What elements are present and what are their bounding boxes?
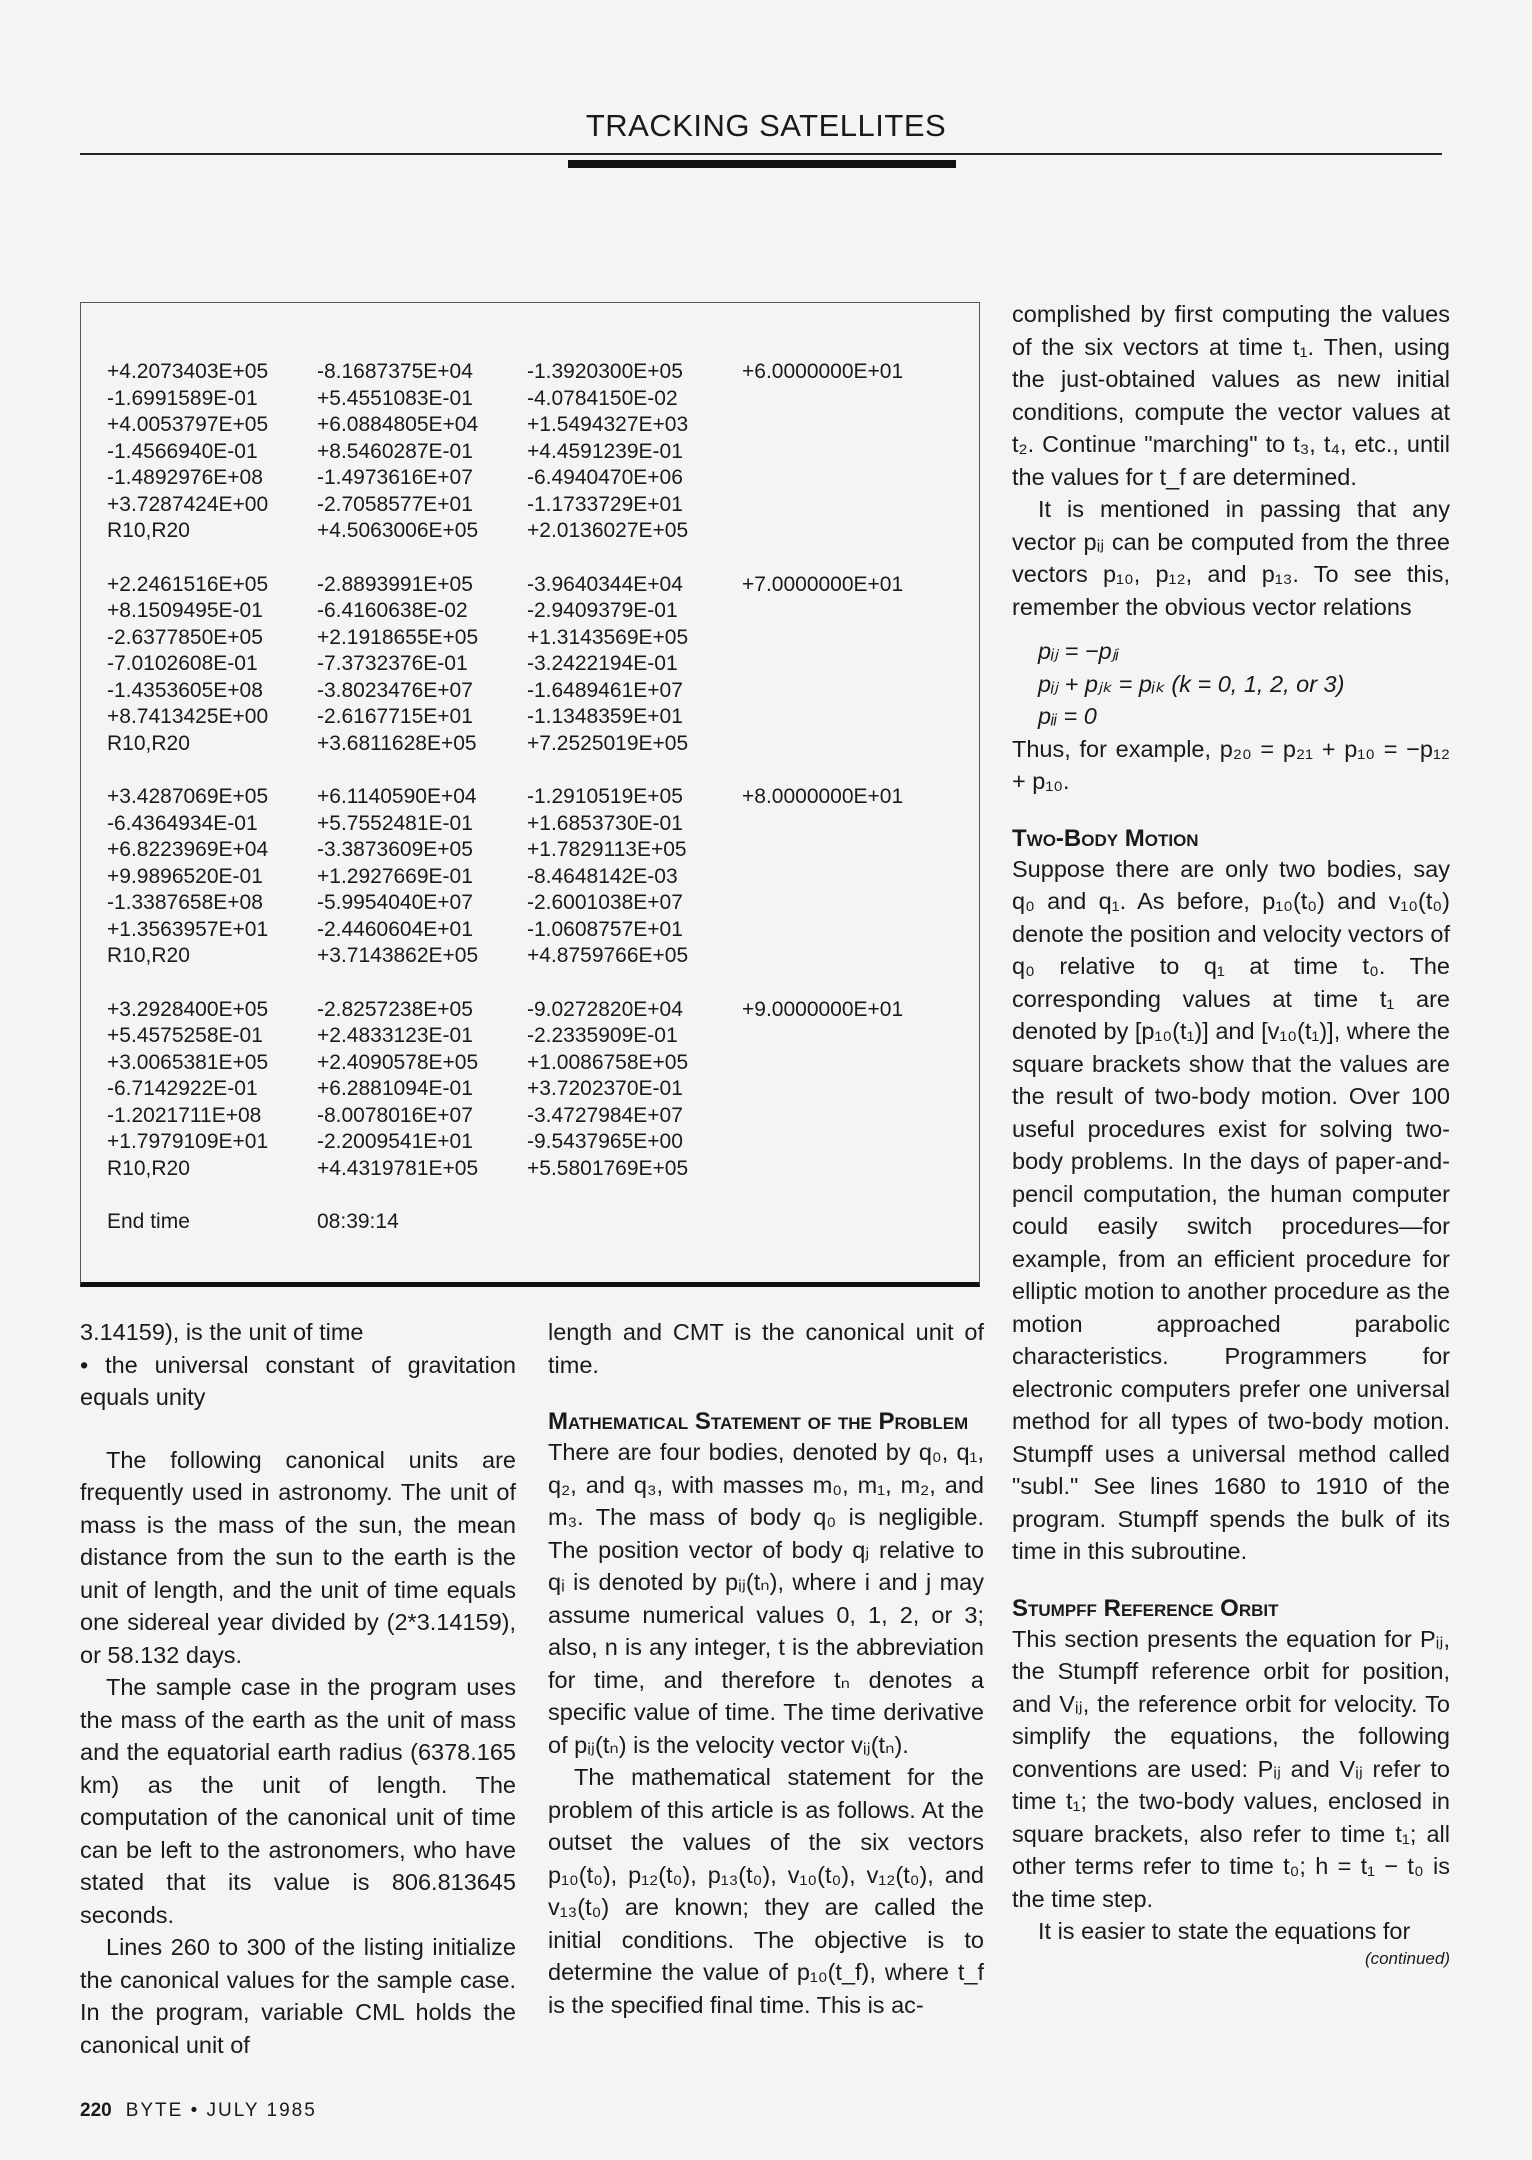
continued-note: (continued) [1364,1948,1450,1968]
table-cell [742,837,952,864]
table-cell: +9.0000000E+01 [742,997,904,1021]
page-number: 220 [80,2100,112,2121]
table-cell: +1.7979109E+01 [107,1130,269,1153]
table-cell: +4.5063006E+05 [317,519,479,542]
table-cell [742,1023,952,1050]
output-block [107,572,952,758]
table-cell: -1.4973616E+07 [317,466,473,489]
table-cell: +6.2881094E-01 [317,1077,473,1100]
paragraph: The mathematical statement for the problem of this article is as follows. At the outset the values of the six vectors p₁₀(t₀), p₁₂(t₀), p₁₃(t₀), v₁₀(t₀), v₁₂(t₀), and v₁₃(t₀) are known; they are called the initial conditions. The objective is to determine the value of p₁₀(t_f), where t_f is the specified final time. This is ac- [548,1764,984,2018]
table-cell: -1.2021711E+08 [107,1103,262,1127]
publication-info: BYTE • JULY 1985 [125,2100,317,2121]
table-cell: -6.4160638E-02 [317,599,468,622]
table-cell: +2.4090578E+05 [317,1050,479,1074]
header-bar [568,160,956,168]
table-cell: +3.6811628E+05 [317,731,477,755]
table-cell: -3.4727984E+07 [527,1103,683,1127]
output-table [107,359,952,1236]
table-row [107,598,952,625]
table-cell: +1.2927669E-01 [317,864,473,888]
end-time-value: 08:39:14 [317,1210,399,1233]
table-cell: -2.7058577E+01 [317,492,473,516]
table-cell: +5.4551083E-01 [317,386,473,410]
text-column-left [80,1316,516,2061]
table-cell: -3.2422194E-01 [527,652,678,675]
page-footer [80,2100,317,2122]
text-column-right [1012,298,1450,1970]
table-row [107,704,952,731]
table-cell: +4.4591239E-01 [527,439,683,463]
table-row [107,943,952,970]
table-cell [742,917,952,944]
paragraph: length and CMT is the canonical unit of time. [548,1319,984,1378]
equation: pᵢⱼ = −pⱼᵢ [1038,638,1119,664]
bullet-item: • the universal constant of gravitation equals unity [80,1351,516,1410]
end-time-label: End time [107,1210,190,1233]
table-cell: +1.3143569E+05 [527,625,689,649]
table-row [107,917,952,944]
table-cell: +5.4575258E-01 [107,1024,263,1047]
table-cell: +1.7829113E+05 [527,838,687,861]
table-cell [742,439,952,466]
table-row [107,359,952,386]
table-row [107,837,952,864]
table-cell: +6.8223969E+04 [107,838,269,861]
table-row [107,1103,952,1130]
table-cell: +5.7552481E-01 [317,811,473,835]
table-row [107,1023,952,1050]
table-cell: +4.2073403E+05 [107,360,269,383]
table-cell: -2.4460604E+01 [317,917,473,941]
table-cell: +6.1140590E+04 [317,785,477,808]
equation: pᵢᵢ = 0 [1038,703,1097,729]
table-cell: +3.7143862E+05 [317,944,479,967]
table-cell: -8.1687375E+04 [317,360,473,383]
table-cell: -1.0608757E+01 [527,917,683,941]
table-cell: -1.2910519E+05 [527,785,683,808]
program-output-listing [80,302,980,1287]
table-cell: -1.4353605E+08 [107,678,263,702]
equation: pᵢⱼ + pⱼₖ = pᵢₖ (k = 0, 1, 2, or 3) [1038,670,1345,697]
table-cell: +1.6853730E-01 [527,811,683,835]
table-cell: +6.0000000E+01 [742,360,904,383]
table-cell: +7.2525019E+05 [527,731,689,755]
table-cell: +2.2461516E+05 [107,572,269,596]
table-cell: -3.3873609E+05 [317,838,473,861]
header-rule [80,153,1442,155]
table-cell [742,598,952,625]
table-cell: -1.1733729E+01 [527,492,683,516]
table-cell: +2.1918655E+05 [317,625,479,649]
table-cell: +4.0053797E+05 [107,413,269,436]
table-cell: +3.7287424E+00 [107,492,269,516]
table-cell: +7.0000000E+01 [742,572,904,596]
table-cell: +4.4319781E+05 [317,1156,479,1180]
output-block [107,997,952,1183]
paragraph: Lines 260 to 300 of the listing initialize the canonical values for the sample case. In the program, variable CML holds the canonical unit of [80,1934,516,2058]
table-row [107,625,952,652]
output-block [107,784,952,970]
table-cell: +3.0065381E+05 [107,1050,269,1074]
table-cell: -7.0102608E-01 [107,652,258,675]
paragraph: Suppose there are only two bodies, say q₀ and q₁. As before, p₁₀(t₀) and v₁₀(t₀) denote the position and velocity vectors of q₀ relative to q₁ at time t₀. The corresponding values at time t₁ are denoted by [p₁₀(t₁)] and [v₁₀(t₁)], where the square brackets show that the values are the result of two-body motion. Over 100 useful procedures exist for solving two-body problems. In the days of paper-and-pencil computation, the human computer could easily switch procedures—for example, from an efficient procedure for elliptic motion to another procedure as the motion approached parabolic characteristics. Programmers for electronic computers prefer one universal method for all types of two-body motion. Stumpff uses a universal method called "subl." See lines 1680 to 1910 of the program. Stumpff spends the bulk of its time in this subroutine. [1012,855,1450,1564]
table-cell [742,704,952,731]
table-cell: -6.4940470E+06 [527,466,683,489]
table-cell: +1.0086758E+05 [527,1050,689,1074]
table-cell: +3.2928400E+05 [107,997,269,1021]
table-cell: -9.0272820E+04 [527,997,683,1021]
table-cell: +1.3563957E+01 [107,917,269,941]
table-cell: -2.6377850E+05 [107,625,263,649]
table-cell: +8.5460287E-01 [317,439,473,463]
table-cell: R10,R20 [107,731,190,755]
table-row [107,1050,952,1077]
table-cell [742,1103,952,1130]
table-cell [742,943,952,970]
table-row [107,518,952,545]
table-cell [742,1129,952,1156]
table-row [107,890,952,917]
table-cell: +8.0000000E+01 [742,785,904,808]
table-cell [742,1156,952,1183]
table-cell: -1.6991589E-01 [107,386,258,410]
table-row [107,386,952,413]
table-cell [742,678,952,705]
table-cell [742,492,952,519]
table-cell: R10,R20 [107,519,190,542]
table-cell: +8.7413425E+00 [107,705,269,728]
table-cell: -1.1348359E+01 [527,705,683,728]
table-cell: -2.2335909E-01 [527,1024,678,1047]
table-row [107,784,952,811]
paragraph: The following canonical units are frequently used in astronomy. The unit of mass is the mass of the sun, the mean distance from the sun to the earth is the unit of length, and the unit of time equals one sidereal year divided by (2*3.14159), or 58.132 days. [80,1446,516,1668]
table-cell: -4.0784150E-02 [527,386,678,410]
table-row [107,1076,952,1103]
table-cell: -2.6167715E+01 [317,705,473,728]
table-row [107,811,952,838]
table-cell [742,386,952,413]
paragraph: This section presents the equation for Pᵢⱼ, the Stumpff reference orbit for position, and Vᵢⱼ, the reference orbit for velocity. To simplify the equations, the following conventions are used: Pᵢⱼ and Vᵢⱼ refer to time t₁; the two-body values, enclosed in square brackets, also refer to time t₁; all other terms refer to time t₀; h = t₁ − t₀ is the time step. [1012,1625,1450,1912]
end-time-row [107,1209,952,1236]
table-cell: +4.8759766E+05 [527,944,689,967]
table-row [107,997,952,1024]
section-heading: Mathematical Statement of the Problem [548,1408,969,1435]
table-row [107,864,952,891]
table-cell [742,412,952,439]
table-row [107,465,952,492]
table-cell: +6.0884805E+04 [317,413,479,436]
table-cell: -8.4648142E-03 [527,864,678,888]
table-cell: -2.8257238E+05 [317,997,473,1021]
table-cell: +9.9896520E-01 [107,864,263,888]
running-header: TRACKING SATELLITES [585,108,947,143]
output-block [107,359,952,545]
table-row [107,731,952,758]
table-cell: -3.8023476E+07 [317,678,473,702]
paragraph: complished by first computing the values of the six vectors at time t₁. Then, using the just-obtained values as new initial conditions, compute the vector values at t₂. Continue "marching" to t₃, t₄, etc., until the values for t_f are determined. [1012,301,1450,490]
text-column-middle [548,1316,984,2021]
table-cell: -1.3387658E+08 [107,891,263,914]
table-cell: -1.4566940E-01 [107,439,258,463]
table-cell [742,465,952,492]
table-cell: +1.5494327E+03 [527,413,689,436]
table-cell: +8.1509495E-01 [107,599,263,622]
table-row [107,492,952,519]
paragraph: It is mentioned in passing that any vector pᵢⱼ can be computed from the three vectors p₁₀, p₁₂, and p₁₃. To see this, remember the obvious vector relations [1012,496,1450,620]
table-cell [742,1050,952,1077]
table-cell: +5.5801769E+05 [527,1156,689,1180]
paragraph: The sample case in the program uses the mass of the earth as the unit of mass and the equatorial earth radius (6378.165 km) as the unit of length. The computation of the canonical unit of time can be left to the astronomers, who have stated that its value is 806.813645 seconds. [80,1674,516,1928]
table-row [107,1156,952,1183]
table-cell: R10,R20 [107,944,190,967]
section-heading: Two-Body Motion [1012,824,1199,852]
table-cell: -2.6001038E+07 [527,891,683,914]
table-row [107,572,952,599]
table-row [107,1129,952,1156]
table-cell: -2.9409379E-01 [527,599,678,622]
section-heading: Stumpff Reference Orbit [1012,1594,1279,1622]
table-cell: -6.4364934E-01 [107,811,258,835]
table-cell [742,811,952,838]
paragraph: 3.14159), is the unit of time [80,1319,364,1345]
table-cell: -2.2009541E+01 [317,1130,473,1153]
table-cell: -6.7142922E-01 [107,1077,258,1100]
table-cell: -5.9954040E+07 [317,891,473,914]
table-cell: +3.4287069E+05 [107,785,269,808]
table-cell: +3.7202370E-01 [527,1077,683,1100]
table-row [107,439,952,466]
table-cell: -1.3920300E+05 [527,360,683,383]
table-cell: -9.5437965E+00 [527,1130,683,1153]
table-cell [742,864,952,891]
paragraph: Thus, for example, p₂₀ = p₂₁ + p₁₀ = −p₁₂ + p₁₀. [1012,735,1450,794]
table-cell [742,518,952,545]
table-cell: -1.4892976E+08 [107,466,263,489]
table-cell [742,890,952,917]
table-cell: +2.4833123E-01 [317,1024,473,1047]
table-cell: +2.0136027E+05 [527,519,689,542]
table-cell [742,731,952,758]
table-cell: -1.6489461E+07 [527,678,683,702]
table-cell: -8.0078016E+07 [317,1103,473,1127]
table-cell: -3.9640344E+04 [527,572,683,596]
table-cell [742,651,952,678]
table-row [107,412,952,439]
table-row [107,678,952,705]
table-row [107,651,952,678]
paragraph: There are four bodies, denoted by q₀, q₁, q₂, and q₃, with masses m₀, m₁, m₂, and m₃. The mass of body q₀ is negligible. The position vector of body qⱼ relative to qᵢ is denoted by pᵢⱼ(tₙ), where i and j may assume numerical values 0, 1, 2, or 3; also, n is any integer, t is the abbreviation for time, and therefore tₙ denotes a specific value of time. The time derivative of pᵢⱼ(tₙ) is the velocity vector vᵢⱼ(tₙ). [548,1439,984,1758]
table-cell [742,1076,952,1103]
table-cell: R10,R20 [107,1156,190,1180]
paragraph: It is easier to state the equations for [1038,1918,1411,1944]
table-cell [742,625,952,652]
table-cell: -7.3732376E-01 [317,652,468,675]
table-cell: -2.8893991E+05 [317,572,473,596]
